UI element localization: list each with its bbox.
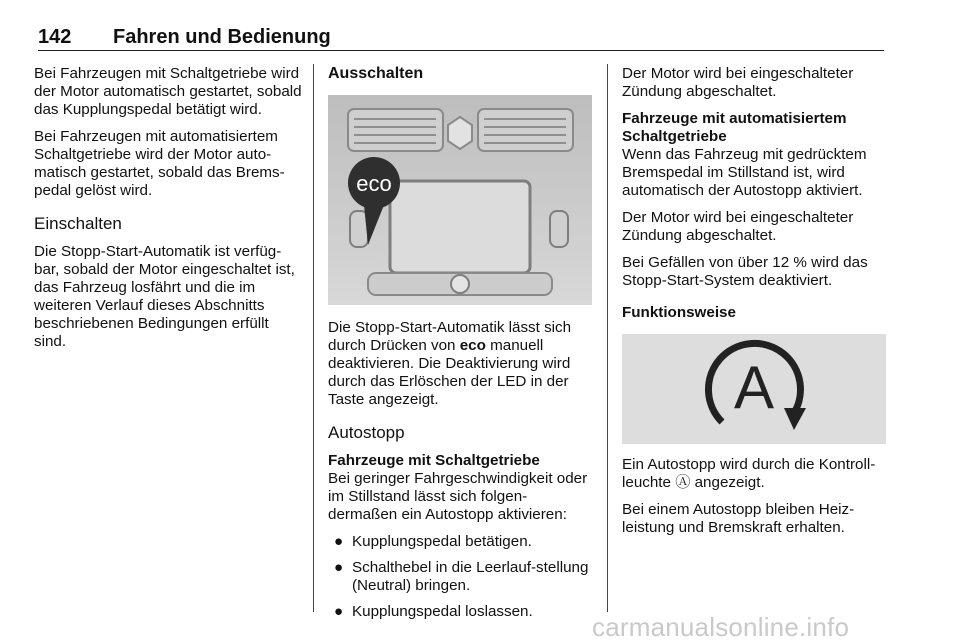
column-3 xyxy=(622,65,887,546)
bullet-icon: ● xyxy=(334,603,344,620)
eco-inline: eco xyxy=(459,337,486,354)
bullet-icon: ● xyxy=(334,559,344,576)
section-heading: Ausschalten xyxy=(328,65,424,82)
paragraph: Der Motor wird bei eingeschalteter Zündung abgeschaltet. xyxy=(622,209,854,244)
section-heading: Autostopp xyxy=(328,423,405,442)
text-span: Die Stopp-Start-Automatik lässt sich durch Drücken von xyxy=(328,319,572,354)
header-rule xyxy=(38,50,884,51)
subheading: Fahrzeuge mit automatisiertem Schaltgetriebe xyxy=(622,110,847,145)
subheading: Fahrzeuge mit Schaltgetriebe xyxy=(328,452,540,469)
bullet-icon: ● xyxy=(334,533,344,550)
paragraph: Der Motor wird bei eingeschalteter Zündung abgeschaltet. xyxy=(622,65,854,100)
list-item-text: Kupplungspedal loslassen. xyxy=(352,603,533,620)
paragraph: Wenn das Fahrzeug mit gedrücktem Bremspedal im Stillstand ist, wird automatisch der Autostopp aktiviert. xyxy=(622,146,867,199)
autostop-letter: A xyxy=(733,354,775,421)
bullet-list xyxy=(328,533,593,621)
list-item xyxy=(328,559,593,595)
column-2 xyxy=(328,65,593,629)
eco-label: eco xyxy=(356,171,392,196)
paragraph: Bei Fahrzeugen mit automatisiertem Schaltgetriebe wird der Motor auto‐matisch gestartet, sobald das Brems‐pedal gelöst wird. xyxy=(34,128,285,199)
paragraph: Die Stopp-Start-Automatik ist verfüg‐bar, sobald der Motor eingeschaltet ist, das Fahrzeug losfährt und die im weiteren Verlauf dieses Abschnitts beschriebenen Bedingungen erfüllt sind. xyxy=(34,243,295,350)
page-header xyxy=(38,26,884,50)
section-heading: Funktionsweise xyxy=(622,304,736,321)
paragraph: Bei geringer Fahrgeschwindigkeit oder im Stillstand lässt sich folgen‐dermaßen ein Autostopp aktivieren: xyxy=(328,470,588,523)
watermark: carmanualsonline.info xyxy=(592,612,850,642)
paragraph: Ein Autostopp wird durch die Kontroll‐leuchte Ⓐ angezeigt. xyxy=(622,456,876,491)
page-number: 142 xyxy=(38,26,72,48)
paragraph: Bei einem Autostopp bleiben Heiz‐leistung und Bremskraft erhalten. xyxy=(622,501,855,536)
page-title: Fahren und Bedienung xyxy=(113,26,331,48)
autostop-indicator-figure xyxy=(622,334,886,444)
list-item-text: Kupplungspedal betätigen. xyxy=(352,533,532,550)
column-1 xyxy=(34,65,304,360)
list-item xyxy=(328,603,593,621)
list-item xyxy=(328,533,593,551)
column-divider xyxy=(313,64,314,612)
paragraph: Bei Gefällen von über 12 % wird das Stopp-Start-System deaktiviert. xyxy=(622,254,868,289)
paragraph: Bei Fahrzeugen mit Schaltgetriebe wird der Motor automatisch gestartet, sobald das Kupplungspedal betätigt wird. xyxy=(34,65,302,118)
paragraph xyxy=(328,319,593,409)
list-item-text: Schalthebel in die Leerlauf‐stellung (Neutral) bringen. xyxy=(352,559,589,594)
column-divider xyxy=(607,64,608,612)
text-span: manuell deaktivieren. Die Deaktivierung wird durch das Erlöschen der LED in der Taste angezeigt. xyxy=(328,337,571,408)
section-heading: Einschalten xyxy=(34,214,122,233)
dashboard-eco-button-figure xyxy=(328,95,592,305)
